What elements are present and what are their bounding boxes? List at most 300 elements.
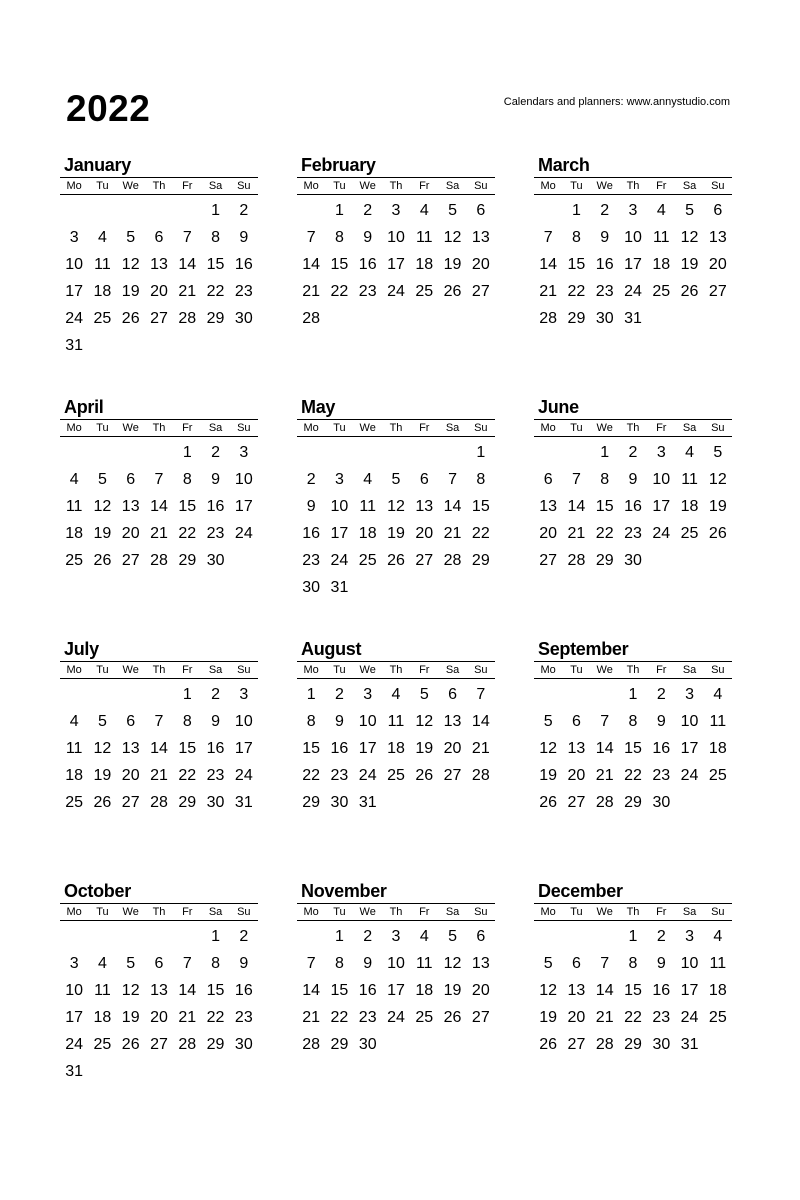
day-cell: 2: [628, 443, 638, 461]
day-cell: 30: [234, 1035, 253, 1053]
day-cell: 28: [567, 551, 586, 569]
week-row: [534, 735, 732, 762]
day-cell: 23: [595, 282, 614, 300]
day-cell: 3: [391, 201, 401, 219]
day-cell: 28: [302, 1035, 321, 1053]
weekday-header: [297, 661, 495, 679]
day-cell: 15: [595, 497, 614, 515]
day-cell: 27: [471, 282, 490, 300]
day-cell: 14: [150, 497, 168, 515]
day-cell: 12: [121, 981, 140, 999]
week-row: [534, 923, 732, 950]
day-cell: 13: [708, 228, 727, 246]
day-cell: 3: [628, 201, 638, 219]
day-cell: 14: [178, 981, 197, 999]
day-cell: 17: [234, 739, 253, 757]
day-cell: 19: [93, 766, 112, 784]
weekday-label: Sa: [445, 180, 460, 192]
weekday-header: [534, 661, 732, 679]
day-cell: 17: [65, 1008, 84, 1026]
day-cell: 13: [150, 255, 168, 273]
day-cell: 2: [239, 927, 249, 945]
credit-text: Calendars and planners: www.annystudio.com: [503, 96, 730, 108]
day-cell: 11: [709, 954, 727, 972]
day-cell: 18: [65, 766, 84, 784]
week-row: [297, 574, 495, 601]
week-row: [60, 332, 258, 359]
day-cell: 20: [567, 1008, 586, 1026]
day-cell: 31: [65, 1062, 84, 1080]
day-cell: 26: [121, 1035, 140, 1053]
day-cell: 16: [302, 524, 321, 542]
weekday-label: Tu: [570, 664, 583, 676]
week-row: [60, 681, 258, 708]
week-row: [297, 493, 495, 520]
day-cell: 9: [363, 954, 373, 972]
weekday-label: Sa: [682, 664, 697, 676]
day-cell: 4: [97, 954, 107, 972]
weekday-label: Mo: [540, 422, 556, 434]
day-cell: 1: [334, 927, 344, 945]
week-row: [60, 466, 258, 493]
weekday-label: Th: [389, 180, 403, 192]
week-row: [534, 305, 732, 332]
day-cell: 20: [443, 739, 462, 757]
days-grid: [60, 437, 258, 574]
day-cell: 11: [415, 228, 433, 246]
day-cell: 20: [567, 766, 586, 784]
day-cell: 31: [65, 336, 84, 354]
day-cell: 6: [476, 927, 486, 945]
day-cell: 24: [65, 309, 84, 327]
day-cell: 28: [595, 1035, 614, 1053]
day-cell: 6: [571, 954, 581, 972]
day-cell: 5: [448, 927, 457, 945]
day-cell: 2: [600, 201, 610, 219]
day-cell: 30: [358, 1035, 377, 1053]
day-cell: 16: [358, 255, 377, 273]
days-grid: [534, 195, 732, 332]
day-cell: 11: [387, 712, 405, 730]
days-grid: [534, 679, 732, 816]
day-cell: 30: [595, 309, 614, 327]
day-cell: 5: [543, 954, 553, 972]
day-cell: 6: [126, 470, 136, 488]
week-row: [60, 278, 258, 305]
week-row: [297, 278, 495, 305]
day-cell: 7: [448, 470, 457, 488]
day-cell: 14: [471, 712, 490, 730]
day-cell: 22: [624, 766, 642, 784]
weekday-label: Th: [389, 664, 403, 676]
day-cell: 29: [624, 1035, 642, 1053]
week-row: [534, 439, 732, 466]
day-cell: 15: [206, 981, 225, 999]
day-cell: 30: [206, 551, 225, 569]
day-cell: 8: [182, 712, 192, 730]
weekday-label: Tu: [570, 422, 583, 434]
day-cell: 21: [178, 282, 197, 300]
month-name: November: [301, 881, 387, 901]
weekday-label: Mo: [303, 664, 319, 676]
weekday-label: Mo: [66, 422, 82, 434]
day-cell: 20: [415, 524, 434, 542]
day-cell: 18: [65, 524, 84, 542]
day-cell: 3: [391, 927, 401, 945]
day-cell: 21: [595, 766, 614, 784]
weekday-label: Su: [711, 180, 725, 192]
week-row: [60, 547, 258, 574]
day-cell: 19: [539, 766, 558, 784]
day-cell: 19: [680, 255, 699, 273]
weekday-label: Th: [389, 906, 403, 918]
day-cell: 23: [624, 524, 642, 542]
day-cell: 20: [150, 1008, 168, 1026]
weekday-label: Fr: [656, 906, 667, 918]
day-cell: 1: [600, 443, 610, 461]
day-cell: 10: [358, 712, 377, 730]
day-cell: 25: [708, 1008, 727, 1026]
day-cell: 24: [330, 551, 349, 569]
day-cell: 14: [302, 255, 321, 273]
day-cell: 27: [471, 1008, 490, 1026]
day-cell: 15: [624, 981, 642, 999]
day-cell: 2: [306, 470, 316, 488]
day-cell: 20: [471, 981, 490, 999]
day-cell: 10: [330, 497, 349, 515]
day-cell: 8: [182, 470, 192, 488]
day-cell: 5: [448, 201, 457, 219]
day-cell: 11: [65, 497, 83, 515]
day-cell: 3: [656, 443, 666, 461]
week-row: [60, 950, 258, 977]
day-cell: 3: [69, 954, 79, 972]
month-april: [60, 397, 258, 574]
day-cell: 2: [211, 443, 220, 461]
day-cell: 28: [150, 793, 168, 811]
day-cell: 19: [708, 497, 727, 515]
day-cell: 20: [121, 524, 140, 542]
day-cell: 13: [415, 497, 434, 515]
day-cell: 9: [656, 954, 666, 972]
weekday-label: We: [596, 422, 613, 434]
day-cell: 18: [93, 1008, 112, 1026]
days-grid: [297, 921, 495, 1058]
day-cell: 17: [65, 282, 84, 300]
day-cell: 16: [595, 255, 614, 273]
day-cell: 23: [358, 1008, 377, 1026]
day-cell: 21: [539, 282, 558, 300]
weekday-label: We: [596, 906, 613, 918]
weekday-header: [534, 419, 732, 437]
day-cell: 8: [306, 712, 316, 730]
day-cell: 29: [567, 309, 586, 327]
day-cell: 1: [628, 927, 638, 945]
day-cell: 22: [330, 282, 349, 300]
day-cell: 30: [652, 1035, 671, 1053]
day-cell: 22: [471, 524, 490, 542]
day-cell: 20: [150, 282, 168, 300]
day-cell: 6: [419, 470, 429, 488]
day-cell: 1: [306, 685, 316, 703]
weekday-header: [60, 903, 258, 921]
weekday-label: Mo: [66, 664, 82, 676]
day-cell: 9: [239, 228, 249, 246]
day-cell: 2: [656, 927, 666, 945]
day-cell: 29: [471, 551, 490, 569]
day-cell: 20: [121, 766, 140, 784]
day-cell: 24: [652, 524, 671, 542]
day-cell: 19: [539, 1008, 558, 1026]
weekday-label: Su: [711, 906, 725, 918]
days-grid: [60, 679, 258, 816]
week-row: [534, 681, 732, 708]
day-cell: 5: [713, 443, 723, 461]
weekday-label: Th: [626, 906, 640, 918]
week-row: [534, 520, 732, 547]
week-row: [60, 977, 258, 1004]
day-cell: 8: [334, 228, 344, 246]
day-cell: 27: [443, 766, 462, 784]
day-cell: 31: [624, 309, 642, 327]
week-row: [534, 1004, 732, 1031]
day-cell: 11: [94, 981, 111, 999]
day-cell: 22: [624, 1008, 642, 1026]
weekday-label: Su: [474, 180, 488, 192]
weekday-label: Tu: [333, 906, 346, 918]
day-cell: 10: [234, 470, 253, 488]
weekday-label: We: [122, 664, 139, 676]
day-cell: 9: [628, 470, 638, 488]
day-cell: 16: [652, 981, 671, 999]
day-cell: 26: [539, 793, 558, 811]
day-cell: 12: [387, 497, 405, 515]
weekday-label: Th: [626, 180, 640, 192]
day-cell: 13: [567, 739, 586, 757]
day-cell: 17: [358, 739, 377, 757]
week-row: [534, 224, 732, 251]
week-row: [297, 305, 495, 332]
day-cell: 24: [387, 1008, 405, 1026]
day-cell: 13: [539, 497, 558, 515]
weekday-label: Mo: [303, 906, 319, 918]
days-grid: [534, 921, 732, 1058]
day-cell: 7: [600, 712, 610, 730]
weekday-label: Tu: [333, 422, 346, 434]
day-cell: 2: [363, 927, 373, 945]
day-cell: 1: [628, 685, 638, 703]
day-cell: 9: [363, 228, 373, 246]
month-name: October: [64, 881, 131, 901]
weekday-label: Tu: [333, 664, 346, 676]
week-row: [297, 681, 495, 708]
day-cell: 26: [121, 309, 140, 327]
day-cell: 21: [302, 1008, 321, 1026]
day-cell: 18: [708, 981, 727, 999]
day-cell: 16: [234, 981, 253, 999]
weekday-header: [534, 903, 732, 921]
day-cell: 21: [302, 282, 321, 300]
day-cell: 2: [656, 685, 666, 703]
month-july: [60, 639, 258, 816]
day-cell: 14: [302, 981, 321, 999]
day-cell: 19: [387, 524, 405, 542]
days-grid: [297, 679, 495, 816]
week-row: [534, 977, 732, 1004]
day-cell: 19: [443, 255, 462, 273]
day-cell: 12: [121, 255, 140, 273]
week-row: [534, 278, 732, 305]
day-cell: 13: [443, 712, 462, 730]
day-cell: 9: [306, 497, 316, 515]
day-cell: 1: [182, 685, 192, 703]
day-cell: 12: [443, 228, 462, 246]
day-cell: 10: [680, 712, 699, 730]
day-cell: 18: [93, 282, 112, 300]
weekday-label: Mo: [303, 422, 319, 434]
day-cell: 26: [93, 551, 112, 569]
day-cell: 28: [539, 309, 558, 327]
day-cell: 17: [330, 524, 349, 542]
day-cell: 5: [391, 470, 401, 488]
day-cell: 14: [150, 739, 168, 757]
day-cell: 25: [65, 793, 84, 811]
day-cell: 4: [713, 685, 723, 703]
day-cell: 8: [476, 470, 486, 488]
day-cell: 27: [150, 1035, 168, 1053]
day-cell: 22: [567, 282, 586, 300]
day-cell: 1: [334, 201, 344, 219]
week-row: [297, 251, 495, 278]
day-cell: 28: [150, 551, 168, 569]
day-cell: 7: [543, 228, 553, 246]
day-cell: 15: [206, 255, 225, 273]
day-cell: 5: [97, 470, 107, 488]
day-cell: 11: [681, 470, 698, 488]
day-cell: 7: [476, 685, 486, 703]
week-row: [534, 547, 732, 574]
day-cell: 9: [656, 712, 666, 730]
day-cell: 3: [685, 927, 694, 945]
weekday-label: Tu: [96, 180, 109, 192]
day-cell: 28: [443, 551, 462, 569]
day-cell: 27: [708, 282, 727, 300]
day-cell: 30: [234, 309, 253, 327]
weekday-label: Sa: [445, 422, 460, 434]
day-cell: 30: [624, 551, 642, 569]
days-grid: [297, 437, 495, 601]
week-row: [60, 1004, 258, 1031]
day-cell: 3: [239, 443, 249, 461]
weekday-header: [60, 419, 258, 437]
day-cell: 26: [443, 1008, 462, 1026]
day-cell: 6: [571, 712, 581, 730]
day-cell: 14: [178, 255, 197, 273]
weekday-label: Tu: [96, 906, 109, 918]
week-row: [297, 950, 495, 977]
day-cell: 4: [69, 470, 79, 488]
day-cell: 15: [302, 739, 321, 757]
weekday-label: We: [359, 906, 376, 918]
day-cell: 13: [567, 981, 586, 999]
week-row: [297, 520, 495, 547]
week-row: [534, 789, 732, 816]
weekday-label: Tu: [333, 180, 346, 192]
day-cell: 7: [571, 470, 581, 488]
week-row: [60, 708, 258, 735]
day-cell: 1: [476, 443, 486, 461]
day-cell: 23: [652, 766, 671, 784]
day-cell: 12: [415, 712, 434, 730]
day-cell: 2: [211, 685, 220, 703]
month-december: [534, 881, 732, 1058]
day-cell: 31: [358, 793, 377, 811]
day-cell: 26: [708, 524, 727, 542]
day-cell: 5: [126, 228, 136, 246]
weekday-label: We: [359, 180, 376, 192]
day-cell: 18: [708, 739, 727, 757]
day-cell: 25: [680, 524, 699, 542]
weekday-label: Sa: [445, 664, 460, 676]
week-row: [60, 224, 258, 251]
day-cell: 4: [97, 228, 107, 246]
day-cell: 6: [154, 954, 164, 972]
day-cell: 21: [150, 524, 168, 542]
day-cell: 21: [150, 766, 168, 784]
week-row: [60, 923, 258, 950]
day-cell: 3: [334, 470, 344, 488]
day-cell: 24: [358, 766, 377, 784]
day-cell: 10: [65, 255, 84, 273]
day-cell: 13: [471, 954, 490, 972]
day-cell: 16: [206, 497, 225, 515]
day-cell: 4: [391, 685, 401, 703]
day-cell: 10: [387, 228, 405, 246]
year-title: 2022: [66, 88, 151, 129]
week-row: [534, 950, 732, 977]
weekday-label: Sa: [682, 180, 697, 192]
day-cell: 8: [628, 954, 638, 972]
day-cell: 19: [415, 739, 434, 757]
week-row: [60, 197, 258, 224]
weekday-label: Mo: [540, 180, 556, 192]
week-row: [60, 1058, 258, 1085]
day-cell: 27: [539, 551, 558, 569]
day-cell: 27: [415, 551, 434, 569]
weekday-header: [534, 177, 732, 195]
day-cell: 26: [415, 766, 434, 784]
day-cell: 17: [680, 981, 699, 999]
week-row: [60, 520, 258, 547]
weekday-label: Th: [152, 664, 166, 676]
weekday-label: Fr: [656, 422, 667, 434]
weekday-label: We: [122, 180, 139, 192]
day-cell: 27: [121, 551, 140, 569]
day-cell: 13: [150, 981, 168, 999]
day-cell: 30: [652, 793, 671, 811]
day-cell: 31: [680, 1035, 699, 1053]
week-row: [297, 439, 495, 466]
day-cell: 19: [121, 1008, 140, 1026]
weekday-label: Su: [237, 906, 251, 918]
weekday-label: Mo: [66, 906, 82, 918]
day-cell: 29: [206, 309, 225, 327]
weekday-label: Th: [626, 422, 640, 434]
day-cell: 1: [571, 201, 581, 219]
week-row: [60, 735, 258, 762]
weekday-label: We: [596, 180, 613, 192]
weekday-label: Fr: [656, 180, 667, 192]
